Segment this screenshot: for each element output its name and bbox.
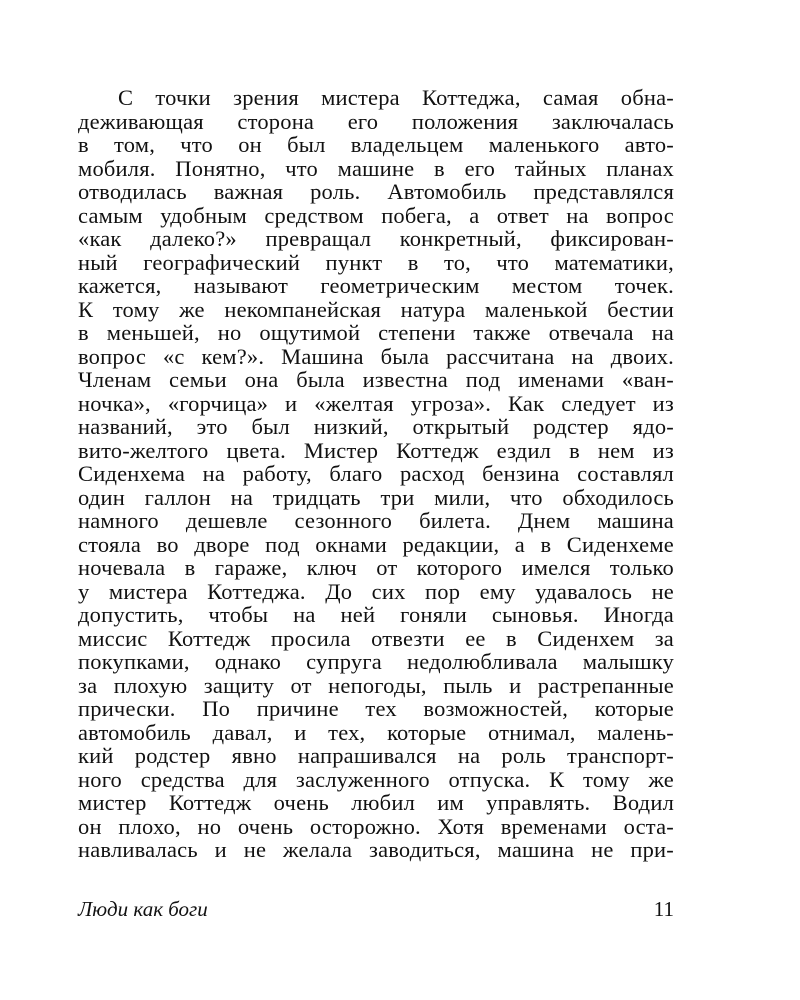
text-line: отводилась важная роль. Автомобиль представлялся bbox=[78, 179, 674, 204]
body-text bbox=[78, 86, 674, 862]
text-line: миссис Коттедж просила отвезти ее в Сиденхем за bbox=[78, 625, 674, 651]
text-line: вито-желтого цвета. Мистер Коттедж ездил в нем из bbox=[78, 437, 674, 463]
text-line: допустить, чтобы на ней гоняли сыновья. Иногда bbox=[78, 602, 674, 627]
text-line: мобиля. Понятно, что машине в его тайных планах bbox=[78, 155, 674, 181]
text-line: К тому же некомпанейская натура маленькой бестии bbox=[78, 296, 674, 322]
text-line: ный географический пункт в то, что математики, bbox=[78, 249, 674, 275]
text-line: намного дешевле сезонного билета. Днем машина bbox=[78, 508, 674, 533]
text-line: в меньшей, но ощутимой степени также отвечала на bbox=[78, 320, 674, 345]
text-line: у мистера Коттеджа. До сих пор ему удавалось не bbox=[78, 578, 674, 604]
text-line: навливалась и не желала заводиться, машина не при- bbox=[78, 837, 674, 862]
text-line: в том, что он был владельцем маленького авто- bbox=[78, 132, 674, 157]
text-line: за плохую защиту от непогоды, пыль и растрепанные bbox=[78, 672, 674, 698]
text-line: Сиденхема на работу, благо расход бензина составлял bbox=[78, 461, 674, 486]
text-line: ночка», «горчица» и «желтая угроза». Как следует из bbox=[78, 390, 674, 416]
text-line: «как далеко?» превращал конкретный, фиксирован- bbox=[78, 226, 674, 251]
text-line: стояла во дворе под окнами редакции, а в Сиденхеме bbox=[78, 531, 674, 557]
text-line: кажется, называют геометрическим местом точек. bbox=[78, 273, 674, 298]
text-line: названий, это был низкий, открытый родстер ядо- bbox=[78, 414, 674, 439]
page-number: 11 bbox=[653, 897, 674, 921]
text-line: деживающая сторона его положения заключалась bbox=[78, 108, 674, 134]
text-line: С точки зрения мистера Коттеджа, самая обна- bbox=[118, 85, 674, 110]
text-line: мистер Коттедж очень любил им управлять. Водил bbox=[78, 790, 674, 815]
text-line: он плохо, но очень осторожно. Хотя временами оста- bbox=[78, 813, 674, 839]
text-line: автомобиль давал, и тех, которые отнимал, малень- bbox=[78, 719, 674, 745]
running-title: Люди как боги bbox=[78, 897, 208, 921]
text-line: один галлон на тридцать три мили, что обходилось bbox=[78, 484, 674, 510]
text-line: вопрос «с кем?». Машина была рассчитана на двоих. bbox=[78, 343, 674, 369]
text-line: Членам семьи она была известна под именами «ван- bbox=[78, 367, 674, 392]
text-line: самым удобным средством побега, а ответ на вопрос bbox=[78, 202, 674, 228]
text-line: покупками, однако супруга недолюбливала малышку bbox=[78, 649, 674, 674]
text-line: ночевала в гараже, ключ от которого имелся только bbox=[78, 555, 674, 580]
text-line: кий родстер явно напрашивался на роль транспорт- bbox=[78, 743, 674, 768]
text-line: прически. По причине тех возможностей, которые bbox=[78, 696, 674, 721]
page-footer bbox=[78, 896, 674, 922]
text-line: ного средства для заслуженного отпуска. К тому же bbox=[78, 766, 674, 792]
